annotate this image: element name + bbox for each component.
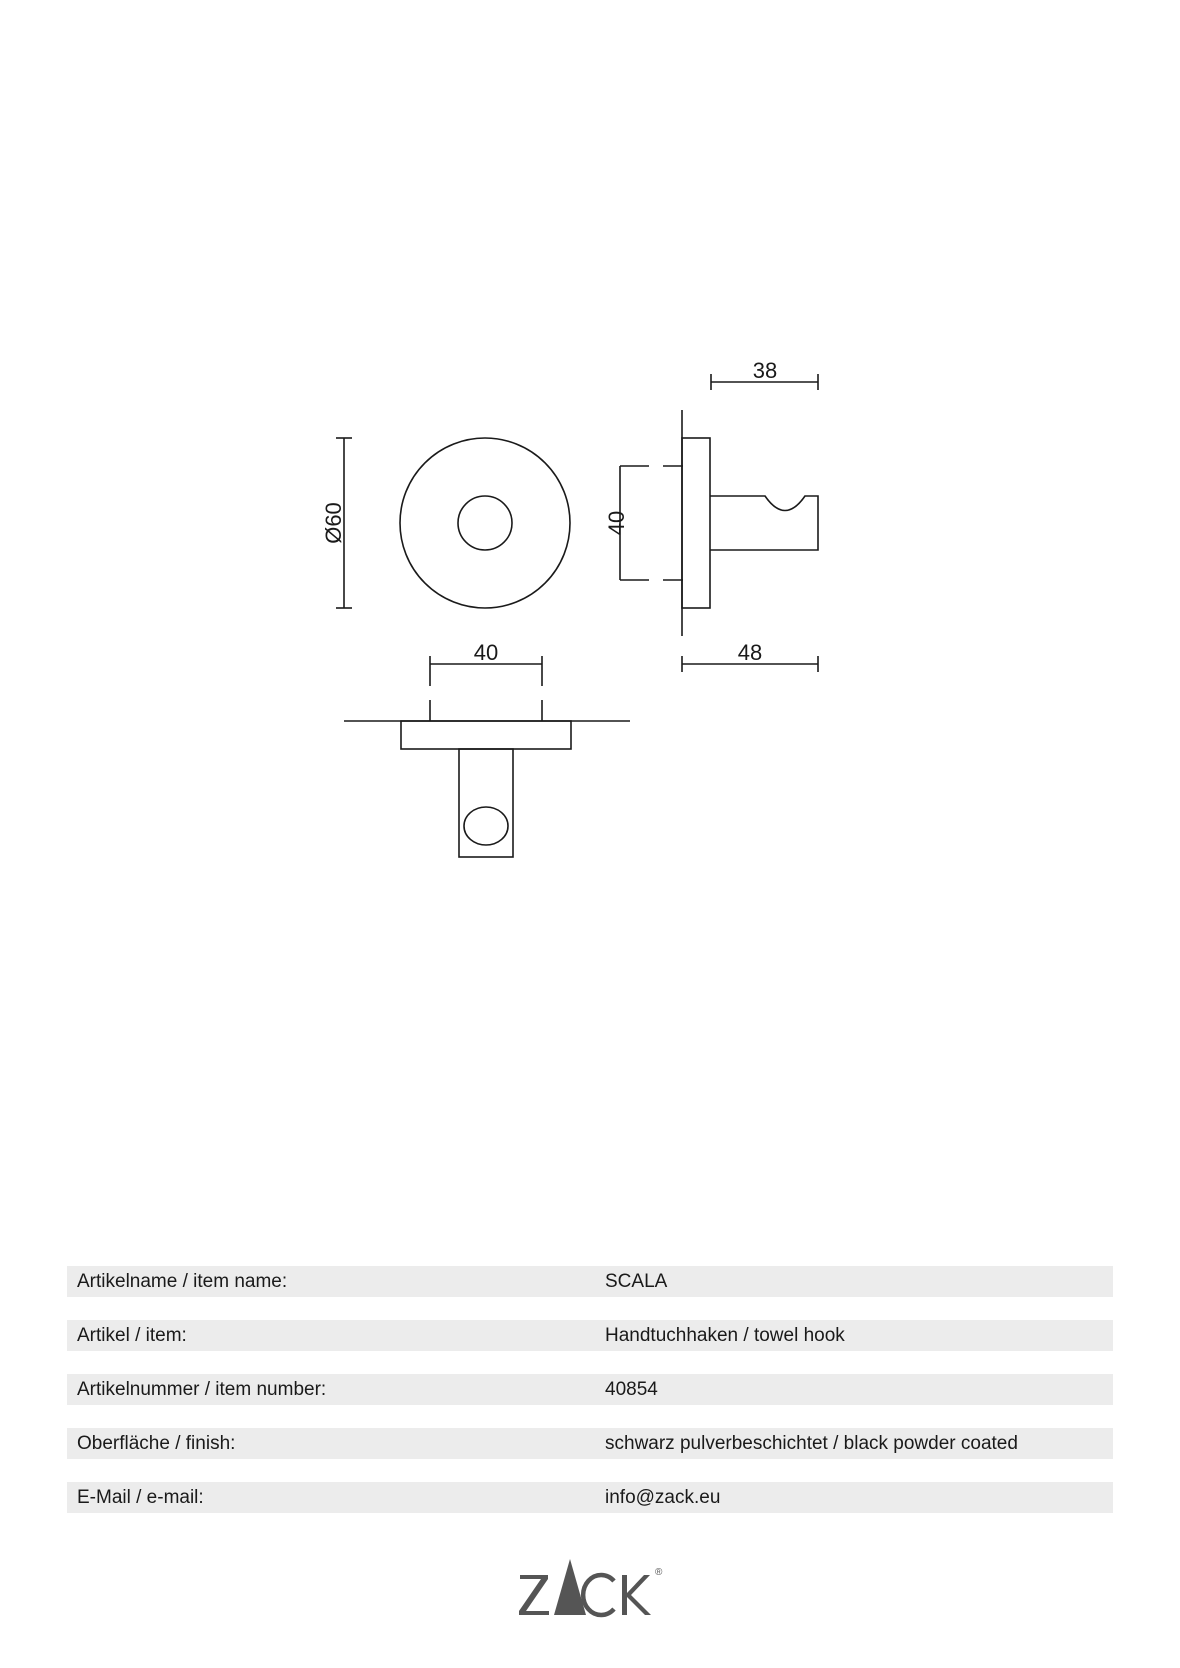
bottom-view: [344, 640, 630, 857]
item-info-table: [67, 1266, 1113, 1536]
bottom-hook-arm: [459, 749, 513, 857]
info-value: schwarz pulverbeschichtet / black powder coated: [605, 1433, 1018, 1454]
info-label: Artikelnummer / item number:: [77, 1379, 327, 1400]
side-view: [604, 358, 818, 672]
side-hook-arm: [710, 496, 818, 550]
bottom-width-dimension: [430, 656, 542, 721]
info-row-email: [67, 1482, 1113, 1513]
info-row-item-number: [67, 1374, 1113, 1405]
bottom-width-label: 40: [473, 640, 499, 665]
front-diameter-label: Ø60: [321, 502, 346, 544]
registered-mark: ®: [655, 1567, 663, 1578]
info-label: E-Mail / e-mail:: [77, 1487, 204, 1508]
info-row-item-name: [67, 1266, 1113, 1297]
side-bottom-label: 48: [737, 640, 763, 665]
info-label: Oberfläche / finish:: [77, 1433, 236, 1454]
side-height-dimension: [620, 466, 683, 580]
front-view: [321, 438, 570, 608]
info-value: 40854: [605, 1379, 658, 1400]
bottom-hook-notch: [464, 807, 508, 845]
info-label: Artikel / item:: [77, 1325, 187, 1346]
info-row-finish: [67, 1428, 1113, 1459]
info-value: SCALA: [605, 1271, 668, 1292]
info-row-item: [67, 1320, 1113, 1351]
bottom-plate: [401, 721, 571, 749]
zack-logo: [510, 1545, 680, 1620]
info-value: info@zack.eu: [605, 1487, 721, 1508]
info-label: Artikelname / item name:: [77, 1271, 288, 1292]
side-top-label: 38: [752, 358, 778, 383]
front-rosette-outer: [400, 438, 570, 608]
front-rosette-inner: [458, 496, 512, 550]
side-plate: [682, 438, 710, 608]
side-height-label: 40: [604, 510, 629, 536]
info-value: Handtuchhaken / towel hook: [605, 1325, 845, 1346]
